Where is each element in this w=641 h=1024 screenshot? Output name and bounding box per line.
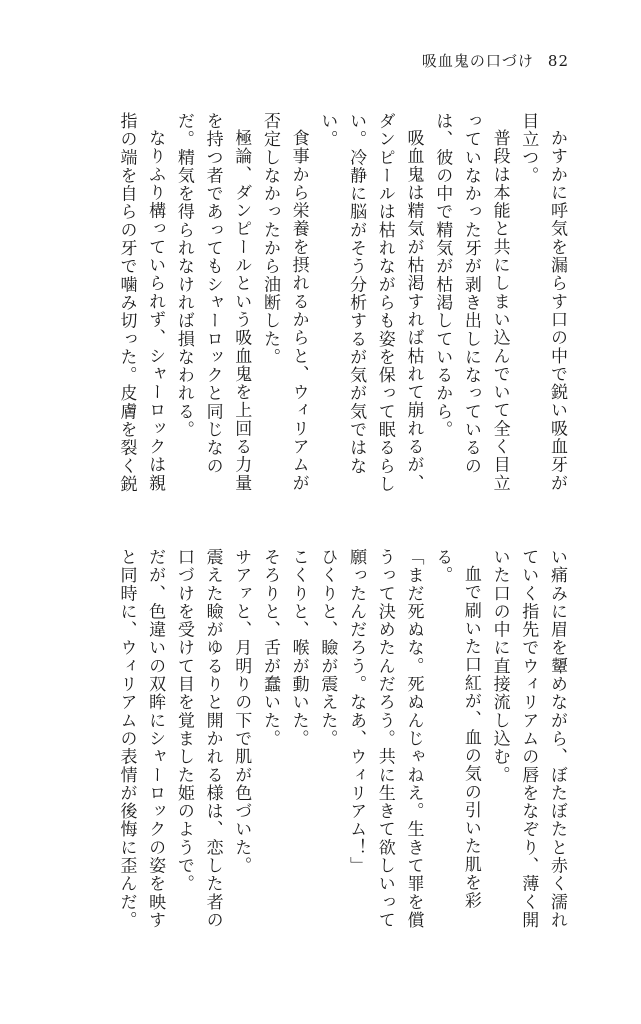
paragraph: ひくりと、瞼が震えた。 xyxy=(317,548,338,748)
paragraph: 「まだ死ぬな。死ぬんじゃねえ。生きて罪を償うって決めたんだろう。共に生きて欲しいって願ったんだろう。なあ、ウィリアム！」 xyxy=(346,548,424,930)
paragraph: そろりと、舌が蠢いた。 xyxy=(259,548,280,748)
paragraph: かすかに呼気を漏らす口の中で鋭い吸血牙が目立つ。 xyxy=(518,112,567,492)
paragraph: こくりと、喉が動いた。 xyxy=(288,548,309,748)
upper-text-block xyxy=(116,112,571,494)
paragraph: い痛みに眉を顰めながら、ぼたぼたと赤く濡れていく指先でウィリアムの唇をなぞり、薄く開いた口の中に直接流し込む。 xyxy=(489,548,567,930)
paragraph: 血で刷いた口紅が、血の気の引いた肌を彩る。 xyxy=(432,548,481,910)
paragraph: サアァと、月明りの下で肌が色づいた。 xyxy=(231,548,252,875)
book-title: 吸血鬼の口づけ xyxy=(421,52,534,70)
paragraph: なりふり構っていられず、シャーロックは親指の端を自らの牙で噛み切った。皮膚を裂く鋭 xyxy=(116,112,166,494)
paragraph: 極論、ダンピールという吸血鬼を上回る力量を持つ者であってもシャーロックと同じなのだ。精気を得られなければ損なわれる。 xyxy=(173,112,252,492)
paragraph: 食事から栄養を摂れるからと、ウィリアムが否定しなかったから油断した。 xyxy=(259,112,309,492)
page-number: 82 xyxy=(547,52,569,70)
paragraph: 吸血鬼は精気が枯渇すれば枯れて崩れるが、ダンピールは枯れながらも姿を保って眠るらしい。冷静に脳がそう分析するが気が気ではない。 xyxy=(317,112,424,494)
running-head xyxy=(422,50,569,71)
paragraph: 普段は本能と共にしまい込んでいて全く目立っていなかった牙が剥き出しになっているのは、彼の中で精気が枯渇しているから。 xyxy=(432,112,510,492)
paragraph: だが、色違いの双眸にシャーロックの姿を映すと同時に、ウィリアムの表情が後悔に歪んだ。 xyxy=(116,548,166,930)
paragraph: 震えた瞼がゆるりと開かれる様は、恋した者の口づけを受けて目を覚ました姫のようで。 xyxy=(173,548,223,930)
lower-text-block xyxy=(116,548,571,930)
